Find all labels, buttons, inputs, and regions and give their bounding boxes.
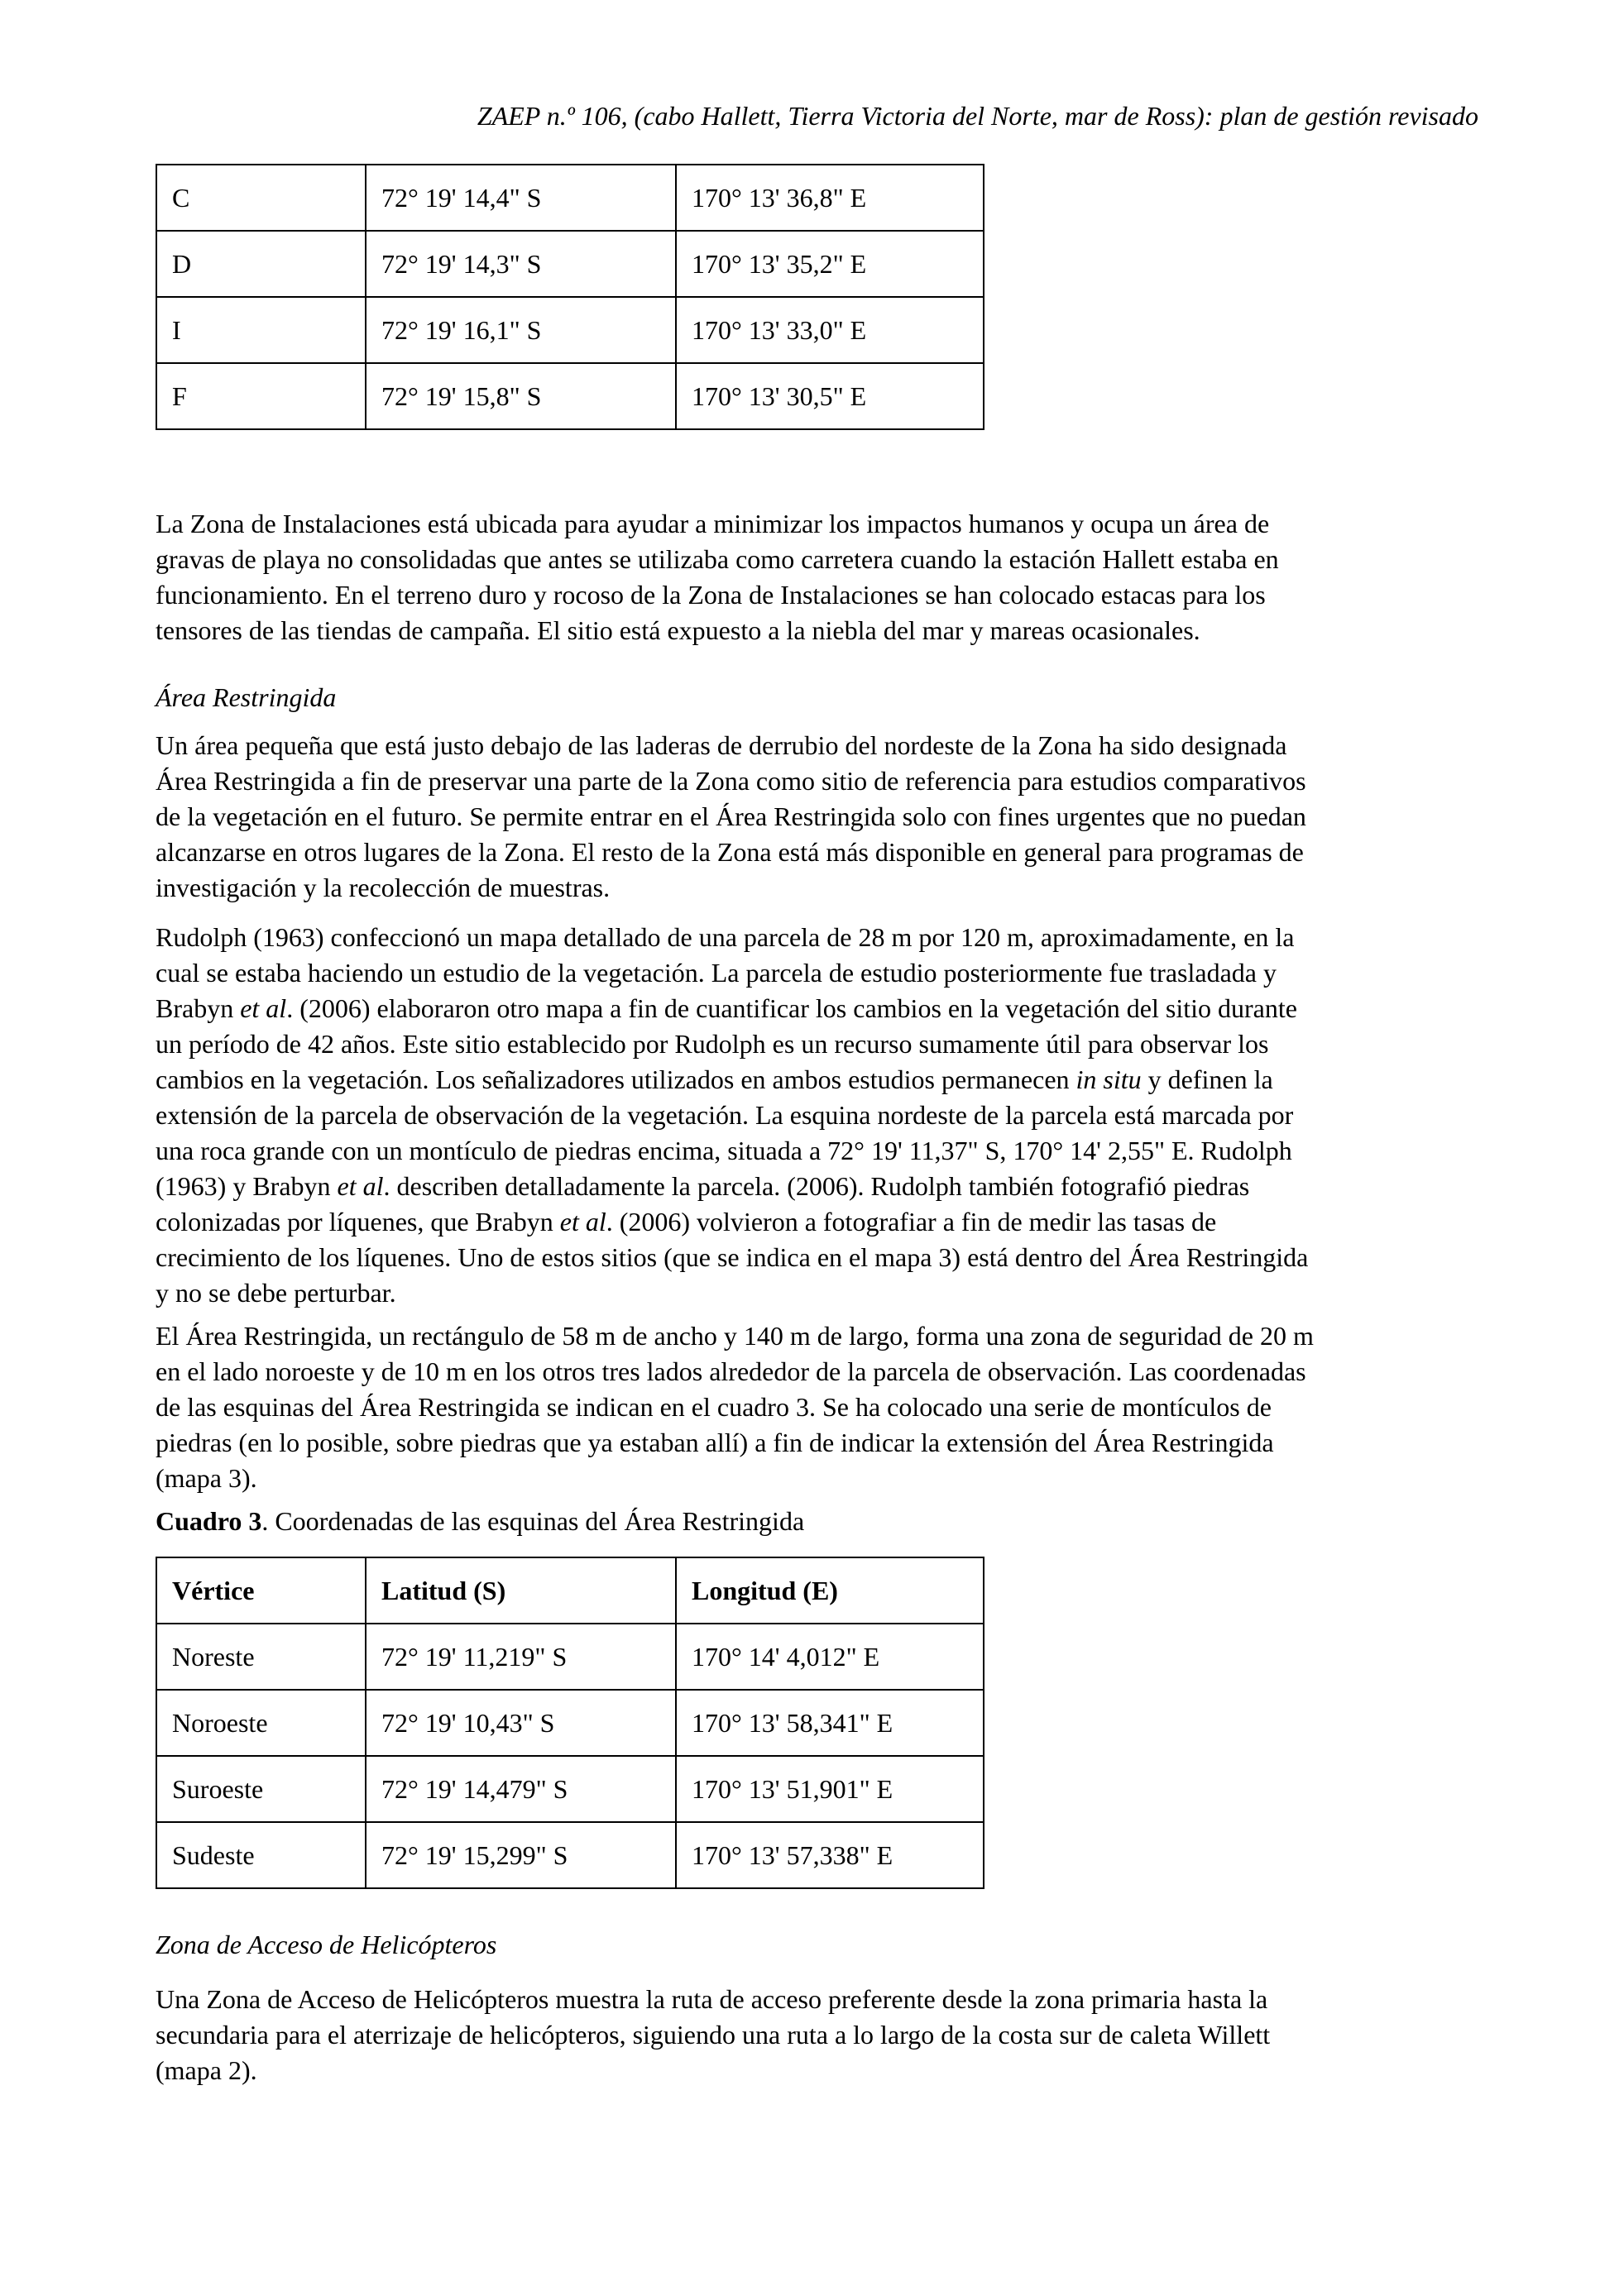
latitude-cell: 72° 19' 11,219" S — [366, 1624, 676, 1690]
table-row — [156, 363, 984, 429]
header-latitud: Latitud (S) — [366, 1557, 676, 1624]
latitude-cell: 72° 19' 16,1" S — [366, 297, 676, 363]
text-run: (1963) y Brabyn — [156, 1171, 338, 1201]
page-header: ZAEP n.º 106, (cabo Hallett, Tierra Victoria del Norte, mar de Ross): plan de gestión revisado — [477, 101, 1478, 131]
text-line — [156, 1169, 1479, 1204]
vertex-cell: Suroeste — [156, 1756, 366, 1822]
longitude-cell: 170° 13' 57,338" E — [676, 1822, 984, 1888]
in-situ-italic: in situ — [1075, 1064, 1142, 1094]
text-line: (mapa 2). — [156, 2055, 257, 2085]
longitude-cell: 170° 13' 30,5" E — [676, 363, 984, 429]
paragraph-rudolph — [156, 920, 1479, 1311]
vertex-cell: Sudeste — [156, 1822, 366, 1888]
text-line — [156, 1204, 1479, 1240]
text-line: cual se estaba haciendo un estudio de la vegetación. La parcela de estudio posteriormente fue trasladada y — [156, 958, 1277, 988]
et-al-italic: et al — [240, 993, 287, 1023]
table-row — [156, 1822, 984, 1888]
et-al-italic: et al — [337, 1171, 384, 1201]
text-line: Área Restringida a fin de preservar una parte de la Zona como sitio de referencia para estudios comparativos — [156, 766, 1306, 796]
text-line — [156, 1062, 1479, 1098]
coordinates-table-continued — [156, 164, 984, 430]
text-line: funcionamiento. En el terreno duro y rocoso de la Zona de Instalaciones se han colocado estacas para los — [156, 580, 1266, 610]
text-line: gravas de playa no consolidadas que antes se utilizaba como carretera cuando la estación Hallett estaba en — [156, 544, 1279, 574]
et-al-italic: et al — [559, 1207, 606, 1236]
text-run: . (2006) volvieron a fotografiar a fin de medir las tasas de — [606, 1207, 1217, 1236]
longitude-cell: 170° 13' 58,341" E — [676, 1690, 984, 1756]
text-line: El Área Restringida, un rectángulo de 58 m de ancho y 140 m de largo, forma una zona de seguridad de 20 m — [156, 1321, 1314, 1351]
text-line: en el lado noroeste y de 10 m en los otros tres lados alrededor de la parcela de observación. Las coordenadas — [156, 1356, 1306, 1386]
latitude-cell: 72° 19' 10,43" S — [366, 1690, 676, 1756]
longitude-cell: 170° 13' 35,2" E — [676, 231, 984, 297]
vertex-cell: Noreste — [156, 1624, 366, 1690]
table-row — [156, 1690, 984, 1756]
latitude-cell: 72° 19' 15,8" S — [366, 363, 676, 429]
longitude-cell: 170° 13' 51,901" E — [676, 1756, 984, 1822]
caption-label: Cuadro 3 — [156, 1506, 262, 1536]
text-line: Un área pequeña que está justo debajo de las laderas de derrubio del nordeste de la Zona ha sido designada — [156, 730, 1287, 760]
text-line: y no se debe perturbar. — [156, 1278, 396, 1308]
vertex-cell: Noroeste — [156, 1690, 366, 1756]
text-run: . (2006) elaboraron otro mapa a fin de cuantificar los cambios en la vegetación del sitio durante — [286, 993, 1297, 1023]
latitude-cell: 72° 19' 15,299" S — [366, 1822, 676, 1888]
header-vertice: Vértice — [156, 1557, 366, 1624]
text-line — [156, 991, 1479, 1026]
cuadro-3-table — [156, 1557, 984, 1889]
text-line: alcanzarse en otros lugares de la Zona. El resto de la Zona está más disponible en general para programas de — [156, 837, 1304, 867]
text-line: Rudolph (1963) confeccionó un mapa detallado de una parcela de 28 m por 120 m, aproximadamente, en la — [156, 922, 1295, 952]
latitude-cell: 72° 19' 14,4" S — [366, 165, 676, 231]
table-caption-cuadro-3 — [156, 1504, 1479, 1539]
text-line: investigación y la recolección de muestras. — [156, 873, 611, 902]
longitude-cell: 170° 13' 33,0" E — [676, 297, 984, 363]
text-run: . describen detalladamente la parcela. (2006). Rudolph también fotografió piedras — [383, 1171, 1250, 1201]
table-row — [156, 297, 984, 363]
paragraph-zona-helicopteros — [156, 1982, 1479, 2088]
text-run: y definen la — [1141, 1064, 1273, 1094]
text-line: un período de 42 años. Este sitio establecido por Rudolph es un recurso sumamente útil para observar los — [156, 1029, 1269, 1059]
text-line: (mapa 3). — [156, 1463, 257, 1493]
text-run: Brabyn — [156, 993, 241, 1023]
table-row — [156, 231, 984, 297]
vertex-cell: D — [156, 231, 366, 297]
section-heading-zona-helicopteros: Zona de Acceso de Helicópteros — [156, 1930, 497, 1959]
text-line: crecimiento de los líquenes. Uno de estos sitios (que se indica en el mapa 3) está dentro del Área Restringida — [156, 1242, 1309, 1272]
longitude-cell: 170° 13' 36,8" E — [676, 165, 984, 231]
text-line: de las esquinas del Área Restringida se indican en el cuadro 3. Se ha colocado una serie de montículos de — [156, 1392, 1272, 1422]
table-row — [156, 1624, 984, 1690]
text-line: tensores de las tiendas de campaña. El sitio está expuesto a la niebla del mar y mareas ocasionales. — [156, 615, 1200, 645]
table-header-row — [156, 1557, 984, 1624]
text-run: cambios en la vegetación. Los señalizadores utilizados en ambos estudios permanecen — [156, 1064, 1076, 1094]
text-line: extensión de la parcela de observación de la vegetación. La esquina nordeste de la parcela está marcada por — [156, 1100, 1294, 1130]
vertex-cell: F — [156, 363, 366, 429]
text-line: de la vegetación en el futuro. Se permite entrar en el Área Restringida solo con fines urgentes que no puedan — [156, 801, 1306, 831]
text-line: secundaria para el aterrizaje de helicópteros, siguiendo una ruta a lo largo de la costa sur de caleta Willett — [156, 2020, 1271, 2050]
paragraph-area-pequena — [156, 728, 1479, 906]
table-row — [156, 1756, 984, 1822]
paragraph-zona-instalaciones — [156, 506, 1479, 648]
section-heading-area-restringida: Área Restringida — [156, 682, 337, 712]
header-longitud: Longitud (E) — [676, 1557, 984, 1624]
latitude-cell: 72° 19' 14,479" S — [366, 1756, 676, 1822]
latitude-cell: 72° 19' 14,3" S — [366, 231, 676, 297]
vertex-cell: I — [156, 297, 366, 363]
paragraph-area-restringida-rectangulo — [156, 1318, 1479, 1496]
text-line: una roca grande con un montículo de piedras encima, situada a 72° 19' 11,37" S, 170° 14' 2,55" E. Rudolph — [156, 1136, 1292, 1165]
text-line: Una Zona de Acceso de Helicópteros muestra la ruta de acceso preferente desde la zona primaria hasta la — [156, 1984, 1268, 2014]
caption-text: . Coordenadas de las esquinas del Área Restringida — [261, 1506, 805, 1536]
vertex-cell: C — [156, 165, 366, 231]
text-run: colonizadas por líquenes, que Brabyn — [156, 1207, 560, 1236]
table-row — [156, 165, 984, 231]
text-line: piedras (en lo posible, sobre piedras que ya estaban allí) a fin de indicar la extensión del Área Restringida — [156, 1428, 1274, 1457]
longitude-cell: 170° 14' 4,012" E — [676, 1624, 984, 1690]
text-line: La Zona de Instalaciones está ubicada para ayudar a minimizar los impactos humanos y ocupa un área de — [156, 509, 1270, 538]
